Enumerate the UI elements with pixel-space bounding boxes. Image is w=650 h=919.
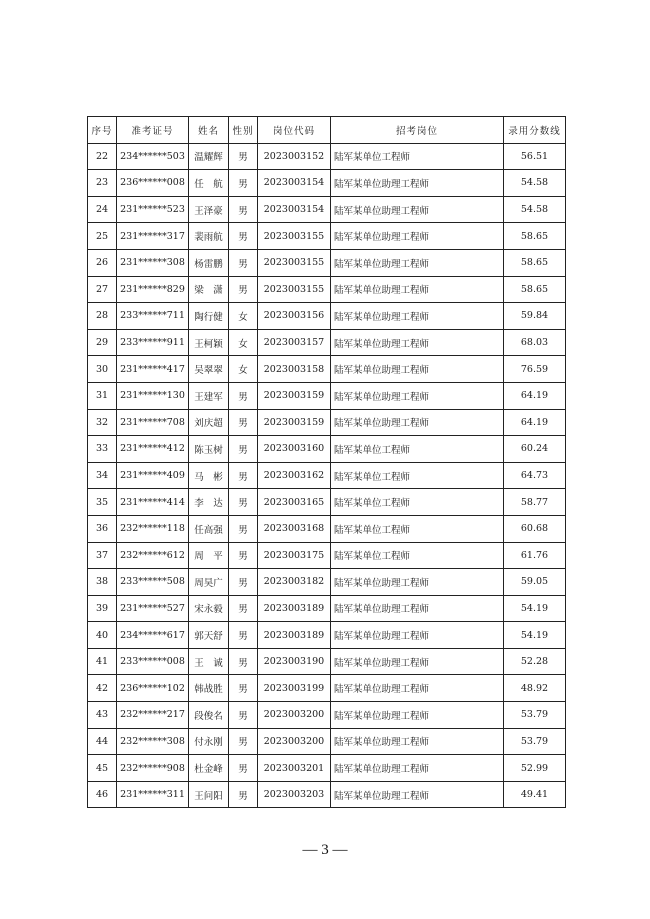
row-number: 42 — [88, 675, 117, 702]
row-number: 35 — [88, 489, 117, 516]
header-cell: 录用分数线 — [504, 117, 566, 144]
table-row — [88, 223, 566, 250]
candidate-gender: 男 — [229, 569, 258, 596]
exam-ticket-number: 232******612 — [117, 542, 189, 569]
candidate-name: 王 诚 — [189, 648, 229, 675]
cutoff-score: 60.68 — [504, 515, 566, 542]
candidate-name: 任高强 — [189, 515, 229, 542]
exam-ticket-number: 231******317 — [117, 223, 189, 250]
position-title: 陆军某单位助理工程师 — [331, 196, 504, 223]
candidate-name: 王问阳 — [189, 781, 229, 808]
position-code: 2023003162 — [258, 462, 331, 489]
cutoff-score: 53.79 — [504, 702, 566, 729]
exam-ticket-number: 231******523 — [117, 196, 189, 223]
position-title: 陆军某单位助理工程师 — [331, 223, 504, 250]
exam-ticket-number: 231******130 — [117, 382, 189, 409]
cutoff-score: 54.19 — [504, 622, 566, 649]
position-code: 2023003182 — [258, 569, 331, 596]
position-title: 陆军某单位助理工程师 — [331, 329, 504, 356]
candidate-name: 韩战胜 — [189, 675, 229, 702]
table-row — [88, 675, 566, 702]
candidate-gender: 男 — [229, 648, 258, 675]
candidate-gender: 男 — [229, 143, 258, 170]
candidate-gender: 女 — [229, 303, 258, 330]
row-number: 31 — [88, 382, 117, 409]
table-row — [88, 569, 566, 596]
table-row — [88, 170, 566, 197]
position-code: 2023003156 — [258, 303, 331, 330]
table-row — [88, 249, 566, 276]
row-number: 36 — [88, 515, 117, 542]
candidate-gender: 男 — [229, 702, 258, 729]
row-number: 33 — [88, 436, 117, 463]
position-code: 2023003190 — [258, 648, 331, 675]
candidate-name: 吴翠翠 — [189, 356, 229, 383]
exam-ticket-number: 231******409 — [117, 462, 189, 489]
table-header-row — [88, 117, 566, 144]
position-code: 2023003160 — [258, 436, 331, 463]
header-cell: 性别 — [229, 117, 258, 144]
candidate-name: 周 平 — [189, 542, 229, 569]
table-row — [88, 303, 566, 330]
page-number: — 3 — — [302, 842, 348, 858]
position-code: 2023003152 — [258, 143, 331, 170]
candidate-gender: 男 — [229, 223, 258, 250]
position-code: 2023003200 — [258, 728, 331, 755]
exam-ticket-number: 231******708 — [117, 409, 189, 436]
row-number: 45 — [88, 755, 117, 782]
candidate-gender: 男 — [229, 755, 258, 782]
position-code: 2023003155 — [258, 276, 331, 303]
cutoff-score: 58.77 — [504, 489, 566, 516]
candidate-gender: 男 — [229, 462, 258, 489]
row-number: 34 — [88, 462, 117, 489]
candidate-gender: 男 — [229, 436, 258, 463]
row-number: 44 — [88, 728, 117, 755]
candidate-name: 梁 潇 — [189, 276, 229, 303]
table-row — [88, 436, 566, 463]
cutoff-score: 52.99 — [504, 755, 566, 782]
candidate-name: 王柯颖 — [189, 329, 229, 356]
table-row — [88, 382, 566, 409]
position-title: 陆军某单位助理工程师 — [331, 170, 504, 197]
exam-ticket-number: 232******908 — [117, 755, 189, 782]
table-row — [88, 276, 566, 303]
exam-ticket-number: 236******008 — [117, 170, 189, 197]
position-title: 陆军某单位助理工程师 — [331, 356, 504, 383]
position-title: 陆军某单位工程师 — [331, 489, 504, 516]
cutoff-score: 49.41 — [504, 781, 566, 808]
position-code: 2023003168 — [258, 515, 331, 542]
candidate-gender: 女 — [229, 329, 258, 356]
position-code: 2023003154 — [258, 196, 331, 223]
exam-ticket-number: 232******118 — [117, 515, 189, 542]
row-number: 41 — [88, 648, 117, 675]
candidate-gender: 男 — [229, 595, 258, 622]
row-number: 30 — [88, 356, 117, 383]
exam-ticket-number: 234******617 — [117, 622, 189, 649]
position-code: 2023003201 — [258, 755, 331, 782]
position-title: 陆军某单位工程师 — [331, 436, 504, 463]
exam-ticket-number: 233******711 — [117, 303, 189, 330]
table-row — [88, 409, 566, 436]
row-number: 40 — [88, 622, 117, 649]
cutoff-score: 64.73 — [504, 462, 566, 489]
table-row — [88, 781, 566, 808]
row-number: 37 — [88, 542, 117, 569]
header-cell: 准考证号 — [117, 117, 189, 144]
position-title: 陆军某单位助理工程师 — [331, 675, 504, 702]
row-number: 24 — [88, 196, 117, 223]
row-number: 28 — [88, 303, 117, 330]
exam-ticket-number: 231******829 — [117, 276, 189, 303]
table-row — [88, 196, 566, 223]
exam-ticket-number: 233******911 — [117, 329, 189, 356]
cutoff-score: 76.59 — [504, 356, 566, 383]
candidate-name: 宋永毅 — [189, 595, 229, 622]
position-title: 陆军某单位助理工程师 — [331, 702, 504, 729]
table-row — [88, 515, 566, 542]
cutoff-score: 59.05 — [504, 569, 566, 596]
row-number: 22 — [88, 143, 117, 170]
exam-ticket-number: 231******417 — [117, 356, 189, 383]
candidate-gender: 男 — [229, 728, 258, 755]
row-number: 26 — [88, 249, 117, 276]
candidate-gender: 男 — [229, 170, 258, 197]
candidate-gender: 女 — [229, 356, 258, 383]
exam-ticket-number: 232******217 — [117, 702, 189, 729]
position-code: 2023003157 — [258, 329, 331, 356]
position-code: 2023003155 — [258, 249, 331, 276]
row-number: 38 — [88, 569, 117, 596]
exam-ticket-number: 231******311 — [117, 781, 189, 808]
table-row — [88, 462, 566, 489]
position-title: 陆军某单位助理工程师 — [331, 382, 504, 409]
row-number: 32 — [88, 409, 117, 436]
exam-ticket-number: 231******414 — [117, 489, 189, 516]
position-title: 陆军某单位工程师 — [331, 542, 504, 569]
position-title: 陆军某单位工程师 — [331, 143, 504, 170]
candidate-gender: 男 — [229, 409, 258, 436]
position-title: 陆军某单位助理工程师 — [331, 622, 504, 649]
cutoff-score: 58.65 — [504, 276, 566, 303]
position-code: 2023003203 — [258, 781, 331, 808]
position-code: 2023003159 — [258, 382, 331, 409]
position-title: 陆军某单位助理工程师 — [331, 781, 504, 808]
candidate-name: 陈玉树 — [189, 436, 229, 463]
table-row — [88, 702, 566, 729]
position-title: 陆军某单位工程师 — [331, 462, 504, 489]
position-code: 2023003159 — [258, 409, 331, 436]
table-row — [88, 489, 566, 516]
candidate-gender: 男 — [229, 382, 258, 409]
header-cell: 招考岗位 — [331, 117, 504, 144]
position-title: 陆军某单位助理工程师 — [331, 249, 504, 276]
exam-ticket-number: 231******308 — [117, 249, 189, 276]
table-row — [88, 648, 566, 675]
cutoff-score: 52.28 — [504, 648, 566, 675]
position-title: 陆军某单位助理工程师 — [331, 755, 504, 782]
header-cell: 岗位代码 — [258, 117, 331, 144]
cutoff-score: 58.65 — [504, 249, 566, 276]
position-title: 陆军某单位助理工程师 — [331, 409, 504, 436]
table-row — [88, 728, 566, 755]
candidate-name: 温耀辉 — [189, 143, 229, 170]
table-row — [88, 755, 566, 782]
exam-ticket-number: 231******412 — [117, 436, 189, 463]
candidate-name: 陶行健 — [189, 303, 229, 330]
candidate-gender: 男 — [229, 542, 258, 569]
table-row — [88, 356, 566, 383]
position-title: 陆军某单位助理工程师 — [331, 728, 504, 755]
candidate-name: 周昊广 — [189, 569, 229, 596]
row-number: 23 — [88, 170, 117, 197]
candidate-name: 马 彬 — [189, 462, 229, 489]
exam-ticket-number: 233******008 — [117, 648, 189, 675]
position-title: 陆军某单位助理工程师 — [331, 569, 504, 596]
cutoff-score: 54.19 — [504, 595, 566, 622]
exam-ticket-number: 233******508 — [117, 569, 189, 596]
table-row — [88, 622, 566, 649]
cutoff-score: 54.58 — [504, 170, 566, 197]
row-number: 43 — [88, 702, 117, 729]
candidate-name: 杜金峰 — [189, 755, 229, 782]
exam-ticket-number: 232******308 — [117, 728, 189, 755]
position-code: 2023003158 — [258, 356, 331, 383]
table-row — [88, 542, 566, 569]
candidate-name: 裴雨航 — [189, 223, 229, 250]
exam-ticket-number: 231******527 — [117, 595, 189, 622]
cutoff-score: 59.84 — [504, 303, 566, 330]
cutoff-score: 54.58 — [504, 196, 566, 223]
header-cell: 序号 — [88, 117, 117, 144]
candidate-name: 王建军 — [189, 382, 229, 409]
candidate-name: 付永刚 — [189, 728, 229, 755]
row-number: 25 — [88, 223, 117, 250]
row-number: 39 — [88, 595, 117, 622]
candidate-name: 杨雷鹏 — [189, 249, 229, 276]
position-title: 陆军某单位助理工程师 — [331, 276, 504, 303]
position-code: 2023003200 — [258, 702, 331, 729]
candidate-name: 任 航 — [189, 170, 229, 197]
position-code: 2023003199 — [258, 675, 331, 702]
cutoff-score: 68.03 — [504, 329, 566, 356]
exam-ticket-number: 234******503 — [117, 143, 189, 170]
candidate-name: 段俊名 — [189, 702, 229, 729]
candidate-name: 刘庆超 — [189, 409, 229, 436]
candidate-name: 李 达 — [189, 489, 229, 516]
position-code: 2023003155 — [258, 223, 331, 250]
table-row — [88, 143, 566, 170]
header-cell: 姓名 — [189, 117, 229, 144]
position-code: 2023003175 — [258, 542, 331, 569]
candidate-gender: 男 — [229, 675, 258, 702]
position-code: 2023003154 — [258, 170, 331, 197]
position-code: 2023003189 — [258, 622, 331, 649]
cutoff-score: 64.19 — [504, 382, 566, 409]
candidate-name: 郭天舒 — [189, 622, 229, 649]
position-title: 陆军某单位助理工程师 — [331, 648, 504, 675]
cutoff-score: 64.19 — [504, 409, 566, 436]
row-number: 27 — [88, 276, 117, 303]
table-row — [88, 329, 566, 356]
cutoff-score: 48.92 — [504, 675, 566, 702]
candidate-gender: 男 — [229, 249, 258, 276]
position-title: 陆军某单位工程师 — [331, 515, 504, 542]
table-body — [88, 143, 566, 808]
cutoff-score: 56.51 — [504, 143, 566, 170]
candidate-gender: 男 — [229, 781, 258, 808]
position-code: 2023003165 — [258, 489, 331, 516]
row-number: 29 — [88, 329, 117, 356]
candidate-gender: 男 — [229, 276, 258, 303]
candidate-gender: 男 — [229, 489, 258, 516]
position-code: 2023003189 — [258, 595, 331, 622]
candidate-name: 王泽豪 — [189, 196, 229, 223]
candidate-gender: 男 — [229, 622, 258, 649]
score-table — [87, 116, 566, 808]
cutoff-score: 61.76 — [504, 542, 566, 569]
candidate-gender: 男 — [229, 196, 258, 223]
cutoff-score: 58.65 — [504, 223, 566, 250]
table-row — [88, 595, 566, 622]
cutoff-score: 60.24 — [504, 436, 566, 463]
row-number: 46 — [88, 781, 117, 808]
cutoff-score: 53.79 — [504, 728, 566, 755]
candidate-gender: 男 — [229, 515, 258, 542]
position-title: 陆军某单位助理工程师 — [331, 595, 504, 622]
exam-ticket-number: 236******102 — [117, 675, 189, 702]
position-title: 陆军某单位助理工程师 — [331, 303, 504, 330]
